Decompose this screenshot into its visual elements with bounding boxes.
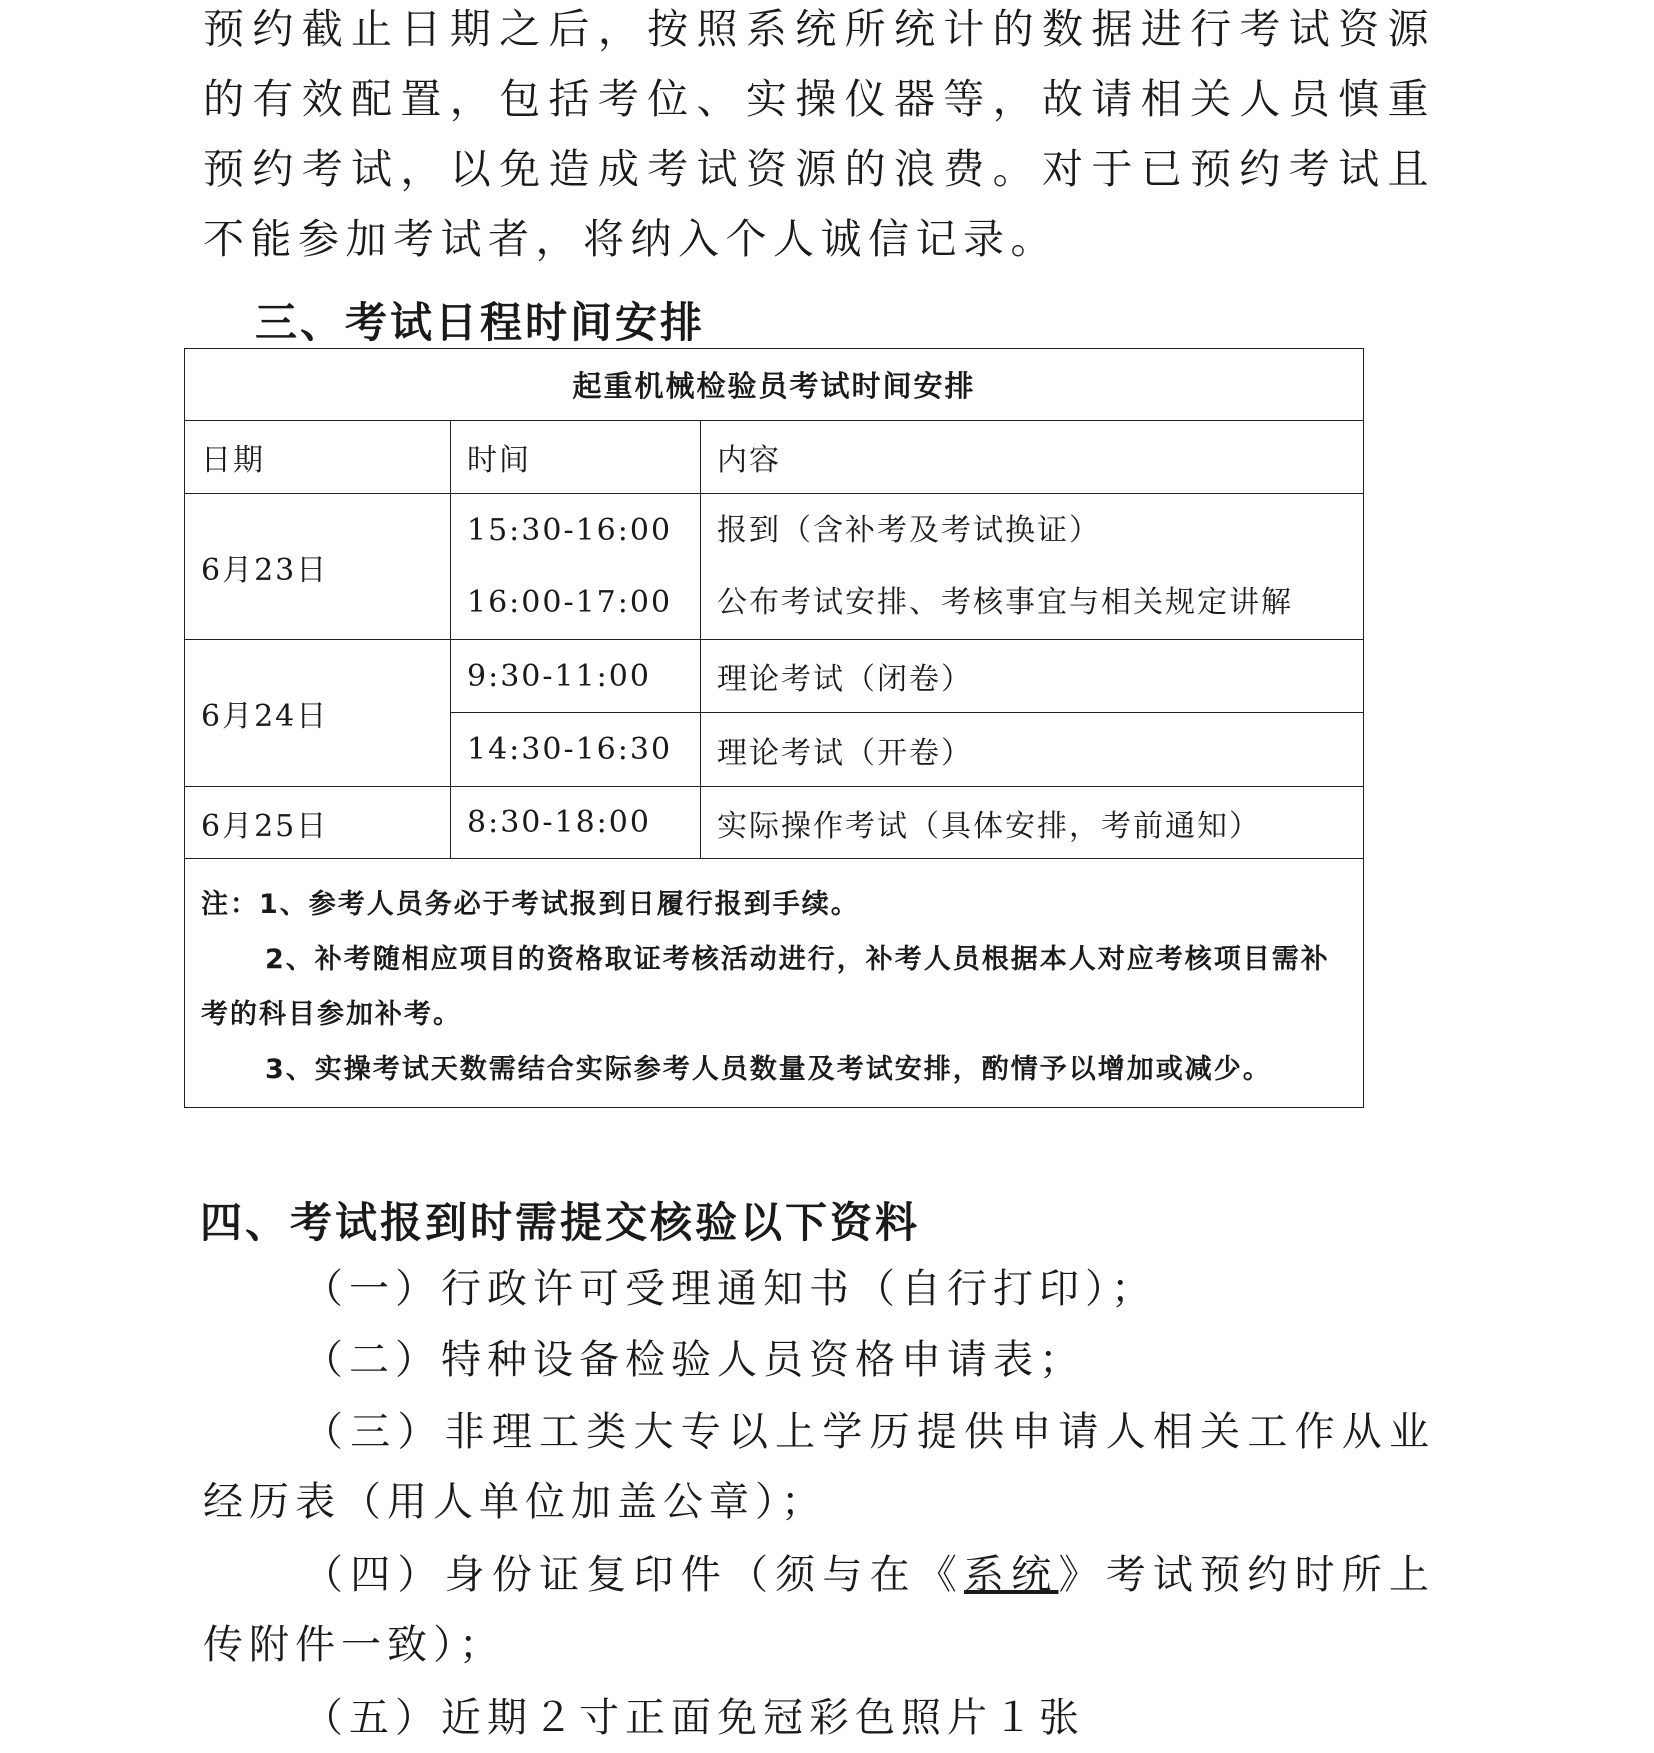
material-item: （五）近期２寸正面免冠彩色照片１张 — [303, 1695, 1085, 1741]
table-caption: 起重机械检验员考试时间安排 — [185, 349, 1364, 421]
date-cell: 6月25日 — [185, 787, 451, 859]
header-date: 日期 — [185, 421, 451, 494]
time-cell: 14:30-16:30 — [451, 713, 701, 787]
notes-cell — [185, 859, 1364, 1108]
date-cell: 6月24日 — [185, 640, 451, 787]
content-cell: 理论考试（开卷） — [701, 713, 1364, 787]
material-item: （一）行政许可受理通知书（自行打印）； — [303, 1266, 1157, 1312]
section-4-heading: 四、考试报到时需提交核验以下资料 — [200, 1198, 921, 1247]
time-value: 16:00-17:00 — [467, 584, 673, 620]
time-cell: 8:30-18:00 — [451, 787, 701, 859]
system-link[interactable]: 系统 — [964, 1552, 1059, 1598]
content-cell: 实际操作考试（具体安排，考前通知） — [701, 787, 1364, 859]
time-value: 15:30-16:00 — [467, 512, 673, 548]
note-item: 3、实操考试天数需结合实际参考人员数量及考试安排，酌情予以增加或减少。 — [265, 1054, 1272, 1085]
section-3-heading: 三、考试日程时间安排 — [255, 298, 706, 347]
material-item: （二）特种设备检验人员资格申请表； — [303, 1337, 1085, 1383]
time-cell: 9:30-11:00 — [451, 640, 701, 713]
item-text: （四）身份证复印件（须与在《 — [303, 1552, 965, 1598]
date-cell: 6月23日 — [185, 494, 451, 640]
material-item: （三）非理工类大专以上学历提供申请人相关工作从业经历表（用人单位加盖公章）； — [203, 1409, 1435, 1525]
content-cell — [701, 494, 1364, 640]
intro-paragraph: 预约截止日期之后，按照系统所统计的数据进行考试资源的有效配置，包括考位、实操仪器等，故请相关人员慎重预约考试，以免造成考试资源的浪费。对于已预约考试且不能参加考试者，将纳入个人诚信记录。 — [203, 5, 1435, 263]
table-row — [185, 494, 1364, 640]
exam-schedule-table — [184, 348, 1364, 1108]
table-row — [185, 787, 1364, 859]
time-cell — [451, 494, 701, 640]
table-row — [185, 640, 1364, 713]
header-content: 内容 — [701, 421, 1364, 494]
content-cell: 理论考试（闭卷） — [701, 640, 1364, 713]
item-text: 》考试预约时所上传附件一致）； — [203, 1552, 1436, 1668]
header-time: 时间 — [451, 421, 701, 494]
content-value: 公布考试安排、考核事宜与相关规定讲解 — [717, 584, 1293, 620]
material-item — [203, 1540, 1435, 1680]
content-value: 报到（含补考及考试换证） — [717, 512, 1101, 548]
note-item: 2、补考随相应项目的资格取证考核活动进行，补考人员根据本人对应考核项目需补考的科目参加补考。 — [201, 944, 1330, 1030]
note-item: 注：1、参考人员务必于考试报到日履行报到手续。 — [201, 889, 860, 920]
